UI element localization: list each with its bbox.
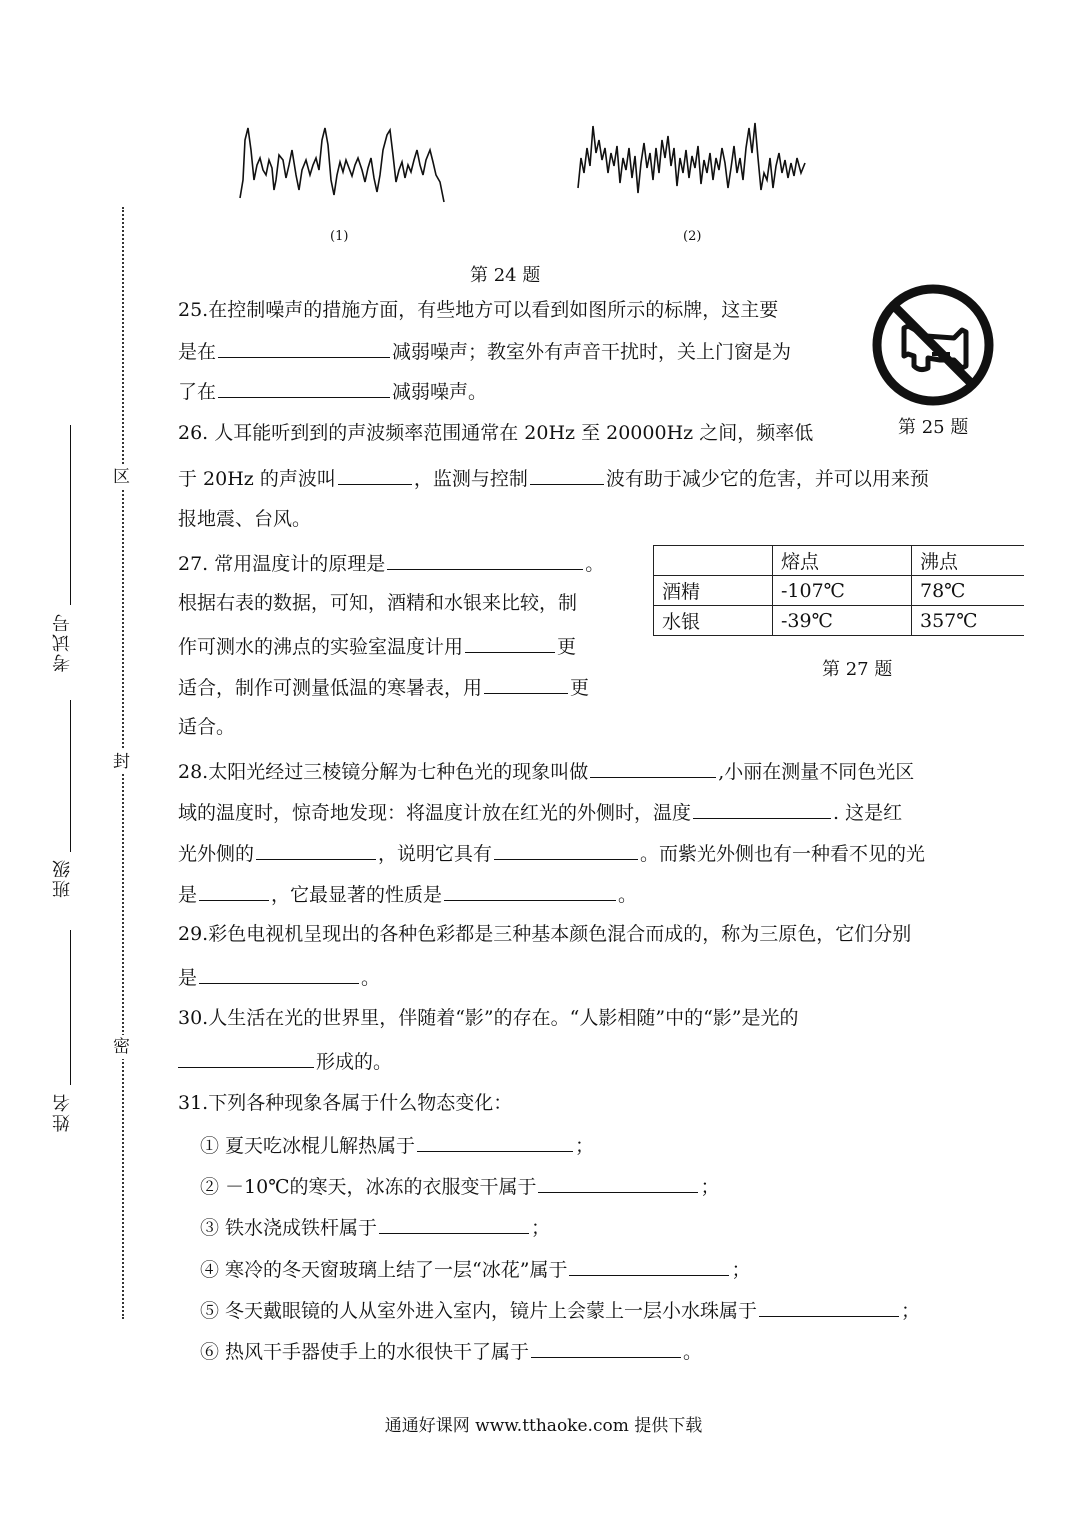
seal-char-feng: 封 [113, 752, 130, 772]
q30-line1: 30.人生活在光的世界里，伴随着“影”的存在。“人影相随”中的“影”是光的 [178, 1007, 799, 1029]
exam-no-line [70, 425, 71, 605]
q29-blank1[interactable] [199, 963, 359, 984]
q27-blank3[interactable] [484, 673, 568, 694]
q28-blank6[interactable] [444, 880, 616, 901]
q26-line3: 报地震、台风。 [178, 508, 312, 530]
figure-25-caption: 第 25 题 [898, 417, 969, 438]
q31-blank3[interactable] [379, 1213, 529, 1234]
q27-blank1[interactable] [387, 549, 583, 570]
q25-line1: 25.在控制噪声的措施方面，有些地方可以看到如图所示的标牌，这主要 [178, 299, 779, 321]
table-cell: -39℃ [773, 606, 912, 636]
q31-item-5: ⑤ 冬天戴眼镜的人从室外进入室内，镜片上会蒙上一层小水珠属于 ； [200, 1296, 920, 1324]
q26-blank2[interactable] [530, 464, 604, 485]
table-cell: 酒精 [654, 576, 773, 606]
waveform-2 [575, 118, 810, 218]
table-cell: 357℃ [912, 606, 1025, 636]
waveform-1-label: (1) [330, 229, 349, 244]
q31-item-6: ⑥ 热风干手器使手上的水很快干了属于 。 [200, 1337, 702, 1365]
q27-blank2[interactable] [465, 632, 555, 653]
q28-blank3[interactable] [256, 839, 376, 860]
exam-no-label: 考试号 [52, 612, 73, 672]
q31-item-2: ② －10℃的寒天，冰冻的衣服变干属于 ； [200, 1172, 720, 1200]
footer-source: 通通好课网 www.tthaoke.com 提供下载 [384, 1416, 703, 1436]
q31-blank4[interactable] [569, 1255, 729, 1276]
q28-blank4[interactable] [494, 839, 638, 860]
q28-blank5[interactable] [199, 880, 269, 901]
q29-line1: 29.彩色电视机呈现出的各种色彩都是三种基本颜色混合而成的，称为三原色，它们分别 [178, 923, 912, 945]
q27-line4: 适合，制作可测量低温的寒暑表，用 更 [178, 673, 589, 701]
q25-line2: 是在 减弱噪声；教室外有声音干扰时，关上门窗是为 [178, 337, 791, 365]
q30-line2: 形成的。 [178, 1047, 392, 1075]
table-cell: 水银 [654, 606, 773, 636]
q25-line3: 了在 减弱噪声。 [178, 377, 487, 405]
q28-line2: 域的温度时，惊奇地发现：将温度计放在红光的外侧时，温度 . 这是红 [178, 798, 902, 826]
q26-line1: 26. 人耳能听到到的声波频率范围通常在 20Hz 至 20000Hz 之间，频率低 [178, 422, 814, 444]
table-cell: -107℃ [773, 576, 912, 606]
q25-blank1[interactable] [218, 337, 390, 358]
q31-blank1[interactable] [417, 1131, 573, 1152]
q30-blank1[interactable] [178, 1047, 314, 1068]
q31-blank6[interactable] [531, 1337, 681, 1358]
q28-line1: 28.太阳光经过三棱镜分解为七种色光的现象叫做 ,小丽在测量不同色光区 [178, 757, 914, 785]
q27-line1: 27. 常用温度计的原理是 。 [178, 549, 604, 577]
figure-24-caption: 第 24 题 [470, 265, 541, 286]
q31-intro: 31.下列各种现象各属于什么物态变化： [178, 1092, 513, 1114]
q31-item-1: ① 夏天吃冰棍儿解热属于 ； [200, 1131, 594, 1159]
q26-line2: 于 20Hz 的声波叫 ，监测与控制 波有助于减少它的危害，并可以用来预 [178, 464, 929, 492]
name-label: 姓名 [52, 1092, 73, 1132]
class-label: 班级 [52, 858, 73, 898]
waveform-2-label: (2) [683, 229, 702, 244]
class-line [70, 700, 71, 852]
q25-blank2[interactable] [218, 377, 390, 398]
q28-line4: 是 ，它最显著的性质是 。 [178, 880, 637, 908]
q28-blank2[interactable] [693, 798, 831, 819]
figure-27-caption: 第 27 题 [822, 659, 893, 680]
table-header-cell: 熔点 [773, 546, 912, 576]
q26-blank1[interactable] [338, 464, 412, 485]
q27-line2: 根据右表的数据，可知，酒精和水银来比较，制 [178, 592, 578, 614]
table-row [654, 546, 1025, 576]
table-cell: 78℃ [912, 576, 1025, 606]
table-header-cell: 沸点 [912, 546, 1025, 576]
seal-char-qu: 区 [113, 467, 130, 487]
melting-boiling-table [653, 545, 1024, 636]
q29-line2: 是 。 [178, 963, 380, 991]
name-line [70, 930, 71, 1085]
q31-item-4: ④ 寒冷的冬天窗玻璃上结了一层“冰花”属于 ； [200, 1255, 750, 1283]
waveform-1 [236, 120, 451, 215]
q31-blank2[interactable] [538, 1172, 698, 1193]
table-row [654, 576, 1025, 606]
q31-item-3: ③ 铁水浇成铁杆属于 ； [200, 1213, 550, 1241]
no-horn-sign-icon [870, 282, 996, 408]
q27-line5: 适合。 [178, 716, 236, 738]
q31-blank5[interactable] [759, 1296, 899, 1317]
table-row [654, 606, 1025, 636]
q28-line3: 光外侧的 ，说明它具有 。而紫光外侧也有一种看不见的光 [178, 839, 925, 867]
seal-char-mi: 密 [113, 1037, 130, 1057]
q27-line3: 作可测水的沸点的实验室温度计用 更 [178, 632, 576, 660]
table-header-cell [654, 546, 773, 576]
q28-blank1[interactable] [590, 757, 716, 778]
